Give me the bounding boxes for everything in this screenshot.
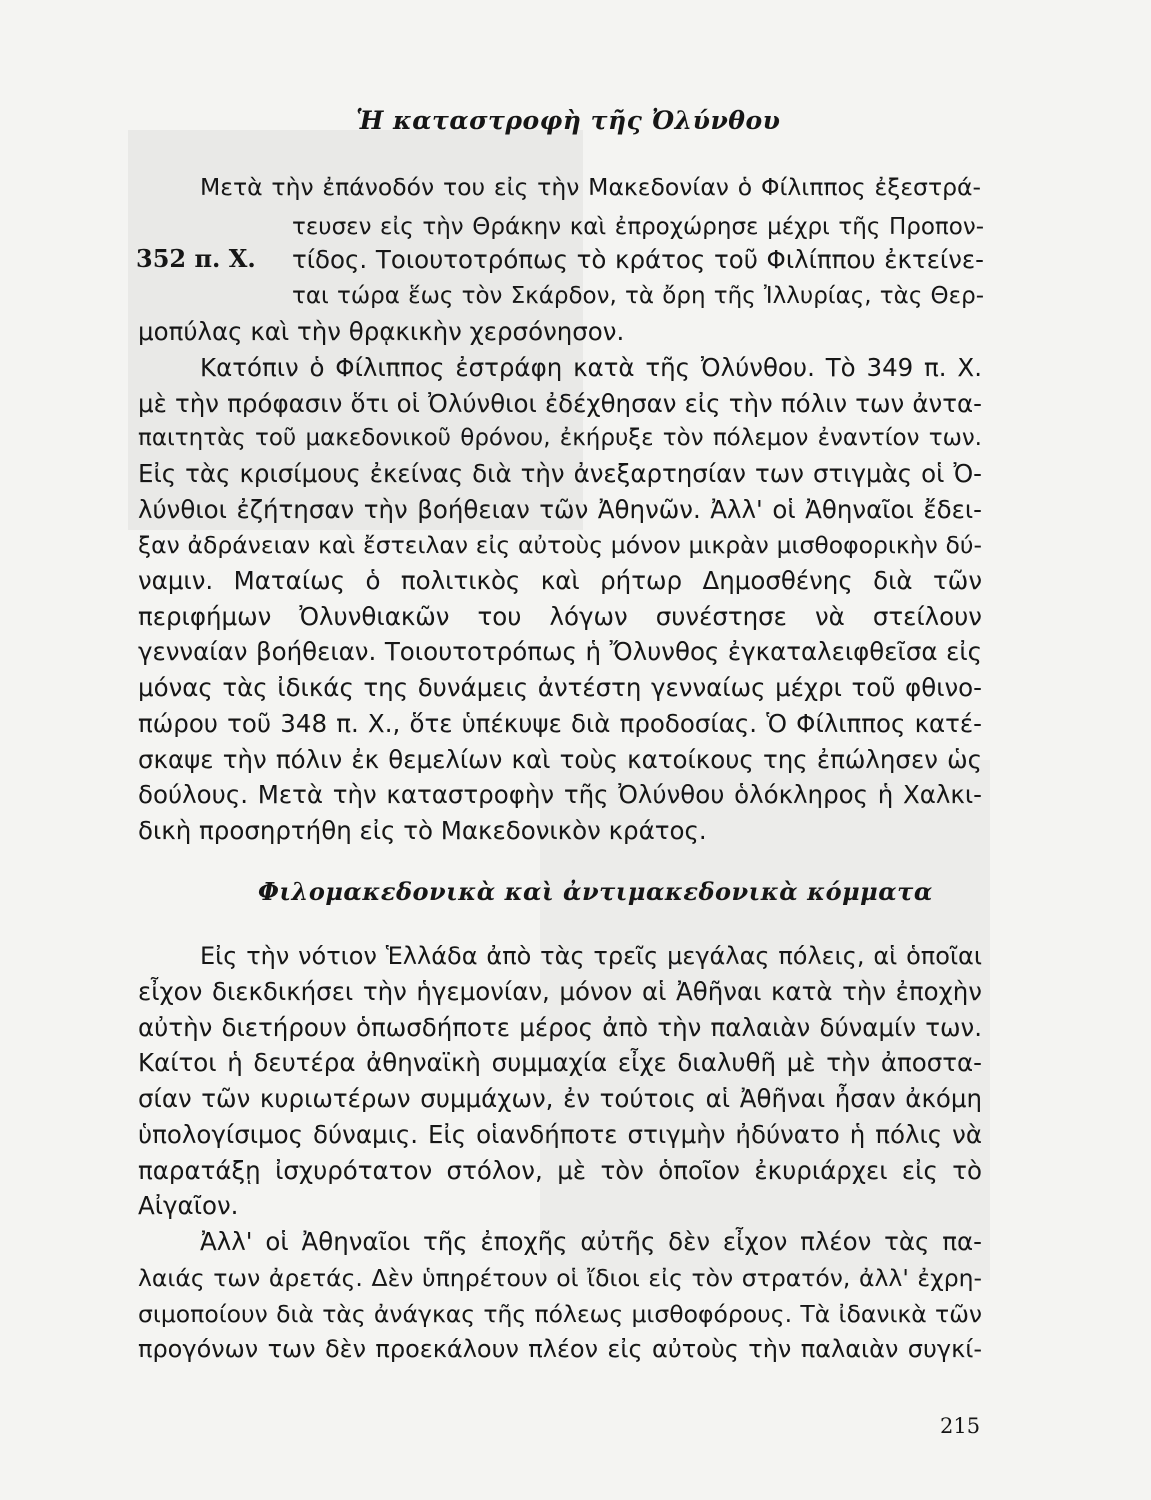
text-line: λαιάς των ἀρετάς. Δὲν ὑπηρέτουν οἱ ἴδιοι εἰς τὸν στρατόν, ἀλλ' ἐχρη- bbox=[138, 1264, 982, 1292]
text-line: παρατάξῃ ἰσχυρότατον στόλον, μὲ τὸν ὁποῖον ἐκυριάρχει εἰς τὸ bbox=[138, 1156, 982, 1185]
text-line: ὑπολογίσιμος δύναμις. Εἰς οἱανδήποτε στιγμὴν ἠδύνατο ἡ πόλις νὰ bbox=[138, 1120, 982, 1149]
text-line: ξαν ἀδράνειαν καὶ ἔστειλαν εἰς αὐτοὺς μόνον μικρὰν μισθοφορικὴν δύ- bbox=[138, 531, 982, 559]
text-line: περιφήμων Ὀλυνθιακῶν του λόγων συνέστησε νὰ στείλουν bbox=[138, 602, 982, 631]
heading-factions: Φιλομακεδονικὰ καὶ ἀντιμακεδονικὰ κόμματα bbox=[258, 877, 933, 906]
text-line: σίαν τῶν κυριωτέρων συμμάχων, ἐν τούτοις αἱ Ἀθῆναι ἦσαν ἀκόμη bbox=[138, 1084, 982, 1113]
text-line: τίδος. Τοιουτοτρόπως τὸ κράτος τοῦ Φιλίππου ἐκτείνε- bbox=[292, 245, 984, 274]
text-line: αὐτὴν διετήρουν ὁπωσδήποτε μέρος ἀπὸ τὴν παλαιὰν δύναμίν των. bbox=[138, 1013, 982, 1042]
text-line: Αἰγαῖον. bbox=[138, 1191, 239, 1220]
text-line: μὲ τὴν πρόφασιν ὅτι οἱ Ὀλύνθιοι ἐδέχθησαν εἰς τὴν πόλιν των ἀντα- bbox=[138, 389, 982, 418]
text-line: Κατόπιν ὁ Φίλιππος ἐστράφη κατὰ τῆς Ὀλύνθου. Τὸ 349 π. Χ. bbox=[200, 353, 982, 382]
text-line: Ἀλλ' οἱ Ἀθηναῖοι τῆς ἐποχῆς αὐτῆς δὲν εἶχον πλέον τὰς πα- bbox=[200, 1227, 982, 1256]
text-line: σιμοποίουν διὰ τὰς ἀνάγκας τῆς πόλεως μισθοφόρους. Τὰ ἰδανικὰ τῶν bbox=[138, 1300, 982, 1328]
text-line: Εἰς τὴν νότιον Ἑλλάδα ἀπὸ τὰς τρεῖς μεγάλας πόλεις, αἱ ὁποῖαι bbox=[200, 942, 982, 970]
text-line: μοπύλας καὶ τὴν θρᾳκικὴν χερσόνησον. bbox=[138, 317, 625, 346]
heading-destruction-of-olynthus: Ἡ καταστροφὴ τῆς Ὀλύνθου bbox=[356, 106, 781, 135]
text-line: πώρου τοῦ 348 π. Χ., ὅτε ὑπέκυψε διὰ προδοσίας. Ὁ Φίλιππος κατέ- bbox=[138, 709, 982, 738]
margin-date-note: 352 π. Χ. bbox=[136, 244, 256, 273]
text-line: σκαψε τὴν πόλιν ἐκ θεμελίων καὶ τοὺς κατοίκους της ἐπώλησεν ὡς bbox=[138, 745, 982, 774]
text-line: ναμιν. Ματαίως ὁ πολιτικὸς καὶ ρήτωρ Δημοσθένης διὰ τῶν bbox=[138, 566, 982, 595]
text-line: Μετὰ τὴν ἐπάνοδόν του εἰς τὴν Μακεδονίαν ὁ Φίλιππος ἐξεστρά- bbox=[200, 173, 981, 201]
text-line: δικὴ προσηρτήθη εἰς τὸ Μακεδονικὸν κράτος. bbox=[138, 816, 707, 845]
text-line: εἶχον διεκδικήσει τὴν ἡγεμονίαν, μόνον αἱ Ἀθῆναι κατὰ τὴν ἐποχὴν bbox=[138, 977, 982, 1006]
text-line: προγόνων των δὲν προεκάλουν πλέον εἰς αὐτοὺς τὴν παλαιὰν συγκί- bbox=[138, 1335, 982, 1363]
text-line: Καίτοι ἡ δευτέρα ἀθηναϊκὴ συμμαχία εἶχε διαλυθῆ μὲ τὴν ἀποστα- bbox=[138, 1048, 982, 1077]
text-line: δούλους. Μετὰ τὴν καταστροφὴν τῆς Ὀλύνθου ὁλόκληρος ἡ Χαλκι- bbox=[138, 780, 982, 809]
page-number: 215 bbox=[940, 1414, 981, 1438]
text-line: τευσεν εἰς τὴν Θράκην καὶ ἐπροχώρησε μέχρι τῆς Προπον- bbox=[292, 214, 984, 240]
text-line: λύνθιοι ἐζήτησαν τὴν βοήθειαν τῶν Ἀθηνῶν. Ἀλλ' οἱ Ἀθηναῖοι ἔδει- bbox=[138, 495, 982, 524]
text-line: γενναίαν βοήθειαν. Τοιουτοτρόπως ἡ Ὄλυνθος ἐγκαταλειφθεῖσα εἰς bbox=[138, 637, 982, 666]
text-line: ται τώρα ἕως τὸν Σκάρδον, τὰ ὄρη τῆς Ἰλλυρίας, τὰς Θερ- bbox=[292, 283, 984, 309]
text-line: παιτητὰς τοῦ μακεδονικοῦ θρόνου, ἐκήρυξε τὸν πόλεμον ἐναντίον των. bbox=[138, 425, 982, 451]
text-line: μόνας τὰς ἰδικάς της δυνάμεις ἀντέστη γενναίως μέχρι τοῦ φθινο- bbox=[138, 673, 982, 702]
text-line: Εἰς τὰς κρισίμους ἐκείνας διὰ τὴν ἀνεξαρτησίαν των στιγμὰς οἱ Ὀ- bbox=[138, 459, 982, 488]
